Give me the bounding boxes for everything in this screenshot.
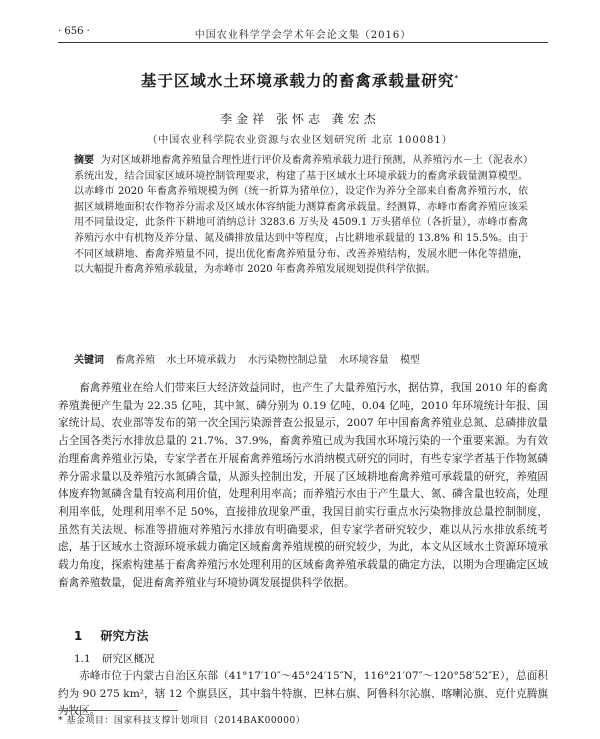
abstract-label: 摘要 [74, 155, 95, 166]
keyword: 水环境容量 [338, 355, 389, 366]
keyword: 模型 [399, 355, 420, 366]
title-footnote-mark: * [454, 73, 460, 82]
title-text: 基于区域水土环境承载力的畜禽承载量研究 [140, 72, 455, 90]
header-divider [58, 42, 548, 43]
footnote: * 基金项目：国家科技支撑计划项目（2014BAK00000） [58, 716, 306, 726]
keyword: 水土环境承载力 [166, 355, 237, 366]
running-title: 中国农业科学学会学术年会论文集（2016） [194, 30, 412, 41]
page-number: · 656 · [58, 26, 90, 37]
keyword: 水污染物控制总量 [247, 355, 328, 366]
abstract [74, 153, 528, 278]
article-title [0, 69, 600, 91]
study-area-paragraph: 赤峰市位于内蒙古自治区东部（41°17′10″～45°24′15″N，116°21′07″～120°58′52″E），总面积约为 90 275 km²，辖 12 个旗县区，其中翁牛特旗、巴林右旗、阿鲁科尔沁旗、喀喇沁旗、克什克腾旗为牧区。 [58, 670, 548, 718]
keywords [74, 353, 528, 368]
keywords-label: 关键词 [74, 355, 104, 366]
keyword: 畜禽养殖 [115, 355, 156, 366]
subsection-heading: 1.1 研究区概况 [74, 653, 155, 665]
affiliation: （中国农业科学院农业资源与农业区划研究所 北京 100081） [147, 135, 453, 146]
footnote-divider [58, 710, 178, 711]
introduction-paragraph: 畜禽养殖业在给人们带来巨大经济效益同时，也产生了大量养殖污水，据估算，我国 2010 年的畜禽养殖粪便产生量为 22.35 亿吨，其中氮、磷分别为 0.19 亿吨、0.04 亿吨，2010 年环境统计年报、国家统计局、农业部等发布的第一次全国污染源普查公报显示，2007 年中国畜禽养殖业总氮、总磷排放量占全国各类污水排放总量的 21.7%、37.9%，畜禽养殖已成为我国水环境污染的一个重要来源。为有效治理畜禽养殖业污染，专家学者在开展畜禽养殖场污水消纳模式研究的同时，有些专家学者基于作物氮磷养分需求量以及养殖污水氮磷含量，从源头控制出发，开展了区域耕地畜禽养殖可承载量的研究，养殖固体废弃物氮磷含量有较高利用价值，处理利用率高；而养殖污水由于产生量大、氮、磷含量也较高，处理利用率低，处理利用率不足 50%，直接排放现象严重，我国目前实行重点水污染物排放总量控制制度，虽然有关法规、标准等措施对养殖污水排放有明确要求，但专家学者研究较少，难以从污水排放系统考虑，基于区域水土资源环境承载力确定区域畜禽养殖规模的研究较少，为此，本文从区域水土资源环境承载力角度，探索构建基于畜禽养殖污水处理利用的区域畜禽养殖承载量的确定方法，以期为合理确定区域畜禽养殖数量，促进畜禽养殖业与环境协调发展提供科学依据。 [58, 382, 548, 589]
section-heading: 1 研究方法 [74, 629, 149, 643]
abstract-text: 为对区域耕地畜禽养殖量合理性进行评价及畜禽养殖承载力进行预测，从养殖污水－土（泥表水）系统出发，结合国家区域环境控制管理要求，构建了基于区域水土环境承载力的畜禽承载量测算模型。以赤峰市 2020 年畜禽养殖规模为例（统一折算为猪单位），设定作为养分全部来自畜禽养殖污水，依据区域耕地面积农作物养分需求及区域水体容纳能力测算畜禽承载量。经测算，赤峰市畜禽养殖应该采用不同量设定，此条件下耕地可消纳总计 3283.6 万头及 4509.1 万头猪单位（各折量），赤峰市畜禽养殖污水中有机物及养分量、氮及磷排放量达到中等程度，占比耕地承载量的 13.8% 和 15.5%。由于不同区域耕地、畜禽养殖量不同，提出优化畜禽养殖量分布、改善养殖结构，发展水肥一体化等措施，以大幅提升畜禽养殖承载量，为赤峰市 2020 年畜禽养殖发展规划提供科学依据。 [74, 155, 529, 276]
authors: 李金祥 张怀志 龚宏杰 [220, 112, 380, 126]
